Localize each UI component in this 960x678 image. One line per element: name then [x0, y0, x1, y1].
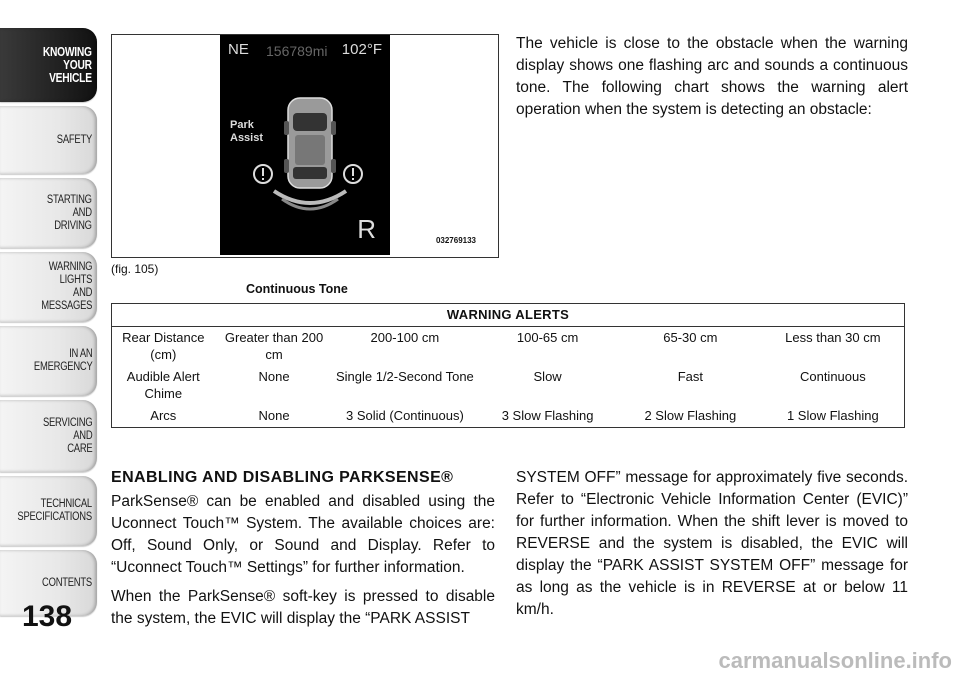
table-cell: Single 1/2-Second Tone: [335, 369, 474, 384]
tab-in-an-emergency[interactable]: [0, 326, 97, 396]
table-caption: Continuous Tone: [246, 282, 348, 296]
compass-heading: NE: [228, 41, 249, 58]
table-cell: Audible Alert Chime: [126, 369, 200, 401]
table-cell: 2 Slow Flashing: [619, 405, 762, 428]
table-row: [112, 366, 905, 405]
table-cell: 65-30 cm: [663, 330, 718, 345]
park-assist-label-line1: Park: [230, 119, 254, 131]
tab-label: SAFETY: [56, 133, 93, 146]
table-cell: 200-100 cm: [370, 330, 440, 345]
table-cell: Arcs: [112, 405, 215, 428]
tab-label: IN AN EMERGENCY: [33, 348, 93, 373]
site-watermark: carmanualsonline.info: [718, 648, 952, 673]
vehicle-top-view-icon: [280, 93, 340, 193]
park-assist-label-line2: Assist: [230, 132, 264, 144]
odometer-reading: 156789mi: [266, 43, 328, 59]
left-column: [111, 467, 495, 637]
outside-temperature: 102°F: [341, 41, 382, 58]
figure-code: 032769133: [435, 236, 476, 245]
warning-alerts-table: [111, 303, 905, 428]
table-cell: Fast: [677, 369, 703, 384]
paragraph: When the ParkSense® soft-key is pressed to disable the system, the EVIC will display the “PARK ASSIST: [111, 588, 495, 627]
rear-sensor-arc-icon: [268, 185, 352, 215]
tab-technical-specifications[interactable]: [0, 476, 97, 546]
paragraph: SYSTEM OFF” message for approximately five seconds. Refer to “Electronic Vehicle Information Center (EVIC)” for further information. When the shift lever is moved to REVERSE and the system is disabled, the EVIC will display the “PARK ASSIST SYSTEM OFF” message for as long as the vehicle is in REVERSE at or below 11 km/h.: [516, 469, 908, 618]
table-cell: None: [258, 369, 290, 384]
tab-label: WARNING LIGHTS AND MESSAGES: [41, 261, 93, 312]
table-cell: None: [215, 405, 334, 428]
evic-display: [220, 35, 390, 255]
table-cell: Slow: [533, 369, 562, 384]
tab-label: STARTING AND DRIVING: [47, 193, 93, 232]
right-column: [516, 467, 908, 628]
tab-safety[interactable]: [0, 106, 97, 174]
table-cell: 100-65 cm: [516, 330, 579, 345]
table-row: [112, 327, 905, 367]
table-cell: Continuous: [799, 369, 866, 384]
tab-starting-and-driving[interactable]: [0, 178, 97, 248]
tab-label: CONTENTS: [42, 576, 93, 589]
right-warning-icon: [342, 163, 364, 185]
table-cell: 1 Slow Flashing: [762, 405, 905, 428]
left-warning-icon: [252, 163, 274, 185]
tab-knowing-your-vehicle[interactable]: [0, 28, 97, 102]
table-cell: Rear Distance (cm): [122, 330, 205, 362]
tab-label: TECHNICAL SPECIFICATIONS: [17, 498, 93, 523]
table-cell: Less than 30 cm: [785, 330, 881, 345]
table-cell: 3 Slow Flashing: [476, 405, 619, 428]
table-cell: Greater than 200 cm: [224, 330, 324, 362]
park-assist-label: [230, 119, 263, 145]
tab-warning-lights[interactable]: [0, 252, 97, 322]
intro-paragraph: The vehicle is close to the obstacle when the warning display shows one flashing arc and sounds a continuous tone. The following chart shows the warning alert operation when the system is detecting an obstacle:: [516, 35, 908, 118]
table-title: WARNING ALERTS: [112, 304, 905, 327]
paragraph: ParkSense® can be enabled and disabled using the Uconnect Touch™ System. The available choices are: Off, Sound Only, or Sound and Display. Refer to “Uconnect Touch™ Settings” for further information.: [111, 493, 495, 576]
park-assist-figure: [111, 34, 499, 258]
gear-indicator: R: [357, 214, 376, 244]
section-heading: ENABLING AND DISABLING PARKSENSE®: [111, 469, 454, 486]
table-cell: 3 Solid (Continuous): [334, 405, 477, 428]
tab-label: SERVICING AND CARE: [42, 416, 93, 455]
tab-servicing-and-care[interactable]: [0, 400, 97, 472]
page-number: 138: [22, 600, 73, 633]
table-row: [112, 405, 905, 428]
tab-label: KNOWING YOUR VEHICLE: [43, 44, 93, 85]
figure-caption: (fig. 105): [111, 262, 159, 276]
